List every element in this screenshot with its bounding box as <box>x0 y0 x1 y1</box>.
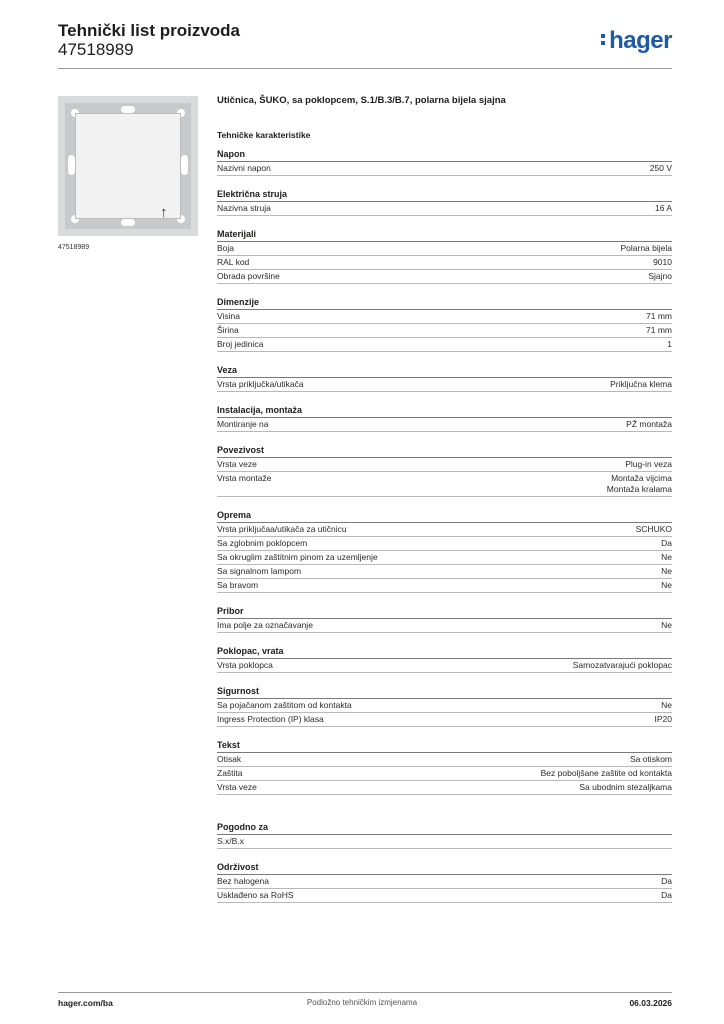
spec-group <box>217 364 672 392</box>
spec-row <box>217 565 672 579</box>
spec-row <box>217 162 672 176</box>
spec-value <box>625 459 672 470</box>
spec-value-line: PŽ montaža <box>626 419 672 429</box>
spec-row <box>217 270 672 284</box>
spec-value <box>610 379 672 390</box>
spec-value-line: Bez poboljšane zaštite od kontakta <box>540 768 672 778</box>
logo-text: hager <box>609 27 672 54</box>
spec-value <box>661 700 672 711</box>
spec-value-line: Da <box>661 876 672 886</box>
spec-row <box>217 310 672 324</box>
spec-group <box>217 188 672 216</box>
group-title: Materijali <box>217 228 672 242</box>
spec-value-line: IP20 <box>654 714 672 724</box>
image-caption: 47518989 <box>58 244 90 251</box>
spec-row <box>217 338 672 352</box>
spec-value <box>646 311 672 322</box>
spec-label: Boja <box>217 243 235 253</box>
spec-row <box>217 418 672 432</box>
frame-notch <box>121 219 135 226</box>
spec-row <box>217 472 672 497</box>
spec-group <box>217 645 672 673</box>
group-spacer <box>217 807 672 821</box>
spec-label: RAL kod <box>217 257 250 267</box>
spec-value <box>653 257 672 268</box>
spec-label: Vrsta priključaa/utikača za utičnicu <box>217 524 347 534</box>
spec-label: Ingress Protection (IP) klasa <box>217 714 324 724</box>
footer-website: hager.com/ba <box>58 998 113 1008</box>
spec-value <box>667 339 672 350</box>
spec-value <box>661 890 672 901</box>
spec-row <box>217 659 672 673</box>
spec-value-line: Ne <box>661 700 672 710</box>
spec-group <box>217 821 672 849</box>
spec-sheet <box>217 94 672 915</box>
spec-value-line: Sa otiskom <box>629 754 672 764</box>
product-name: Utičnica, ŠUKO, sa poklopcem, S.1/B.3/B.7, polarna bijela sjajna <box>217 95 506 106</box>
spec-row <box>217 713 672 727</box>
spec-label: Vrsta priključka/utikača <box>217 379 304 389</box>
spec-label: Ima polje za označavanje <box>217 620 313 630</box>
socket-cover <box>76 114 180 218</box>
spec-label: Visina <box>217 311 240 321</box>
spec-row <box>217 753 672 767</box>
spec-label: Vrsta veze <box>217 459 257 469</box>
spec-value <box>655 714 673 725</box>
group-title: Tekst <box>217 739 672 753</box>
spec-value-line: Ne <box>661 620 672 630</box>
spec-value-line: Ne <box>661 552 672 562</box>
product-image <box>58 96 198 236</box>
product-code: 47518989 <box>58 40 134 59</box>
spec-row <box>217 699 672 713</box>
spec-value-line: Sa ubodnim stezaljkama <box>579 782 672 792</box>
spec-value <box>655 203 672 214</box>
group-title: Dimenzije <box>217 296 672 310</box>
spec-row <box>217 242 672 256</box>
spec-group <box>217 739 672 795</box>
group-title: Napon <box>217 148 672 162</box>
spec-row <box>217 537 672 551</box>
spec-value-line: 71 mm <box>646 311 672 321</box>
spec-value <box>650 163 672 174</box>
spec-value <box>661 876 672 887</box>
group-title: Održivost <box>217 861 672 875</box>
footer-divider <box>58 992 672 993</box>
group-title: Poklopac, vrata <box>217 645 672 659</box>
hager-logo <box>601 27 672 55</box>
header-divider <box>58 68 672 69</box>
spec-value <box>661 538 672 549</box>
spec-group <box>217 861 672 903</box>
spec-label: Otisak <box>217 754 242 764</box>
spec-label: Širina <box>217 325 239 335</box>
spec-value-line: 71 mm <box>646 325 672 335</box>
spec-row <box>217 378 672 392</box>
frame-notch <box>121 106 135 113</box>
spec-value <box>636 524 672 535</box>
spec-row <box>217 875 672 889</box>
spec-value-line: Montaža vijcima <box>611 473 672 483</box>
group-title: Pribor <box>217 605 672 619</box>
spec-value <box>579 782 672 793</box>
spec-value <box>541 768 672 779</box>
footer-note: Podložno tehničkim izmjenama <box>306 998 418 1007</box>
spec-value-line: SCHUKO <box>635 524 672 534</box>
spec-group <box>217 404 672 432</box>
arrow-icon: ↑ <box>160 204 168 221</box>
spec-row <box>217 324 672 338</box>
spec-group <box>217 228 672 284</box>
spec-value <box>661 552 672 563</box>
spec-row <box>217 619 672 633</box>
spec-value-line: Montaža kralama <box>606 484 672 494</box>
spec-label: Vrsta poklopca <box>217 660 273 670</box>
logo-dots-icon <box>601 27 607 48</box>
spec-row <box>217 458 672 472</box>
spec-group <box>217 509 672 593</box>
spec-label: Sa signalnom lampom <box>217 566 302 576</box>
spec-value <box>607 473 672 495</box>
spec-label: Montiranje na <box>217 419 269 429</box>
spec-groups <box>217 148 672 903</box>
group-title: Instalacija, montaža <box>217 404 672 418</box>
spec-value-line: Samozatvarajući poklopac <box>572 660 672 670</box>
spec-group <box>217 148 672 176</box>
group-title: Pogodno za <box>217 821 672 835</box>
spec-label: Vrsta montaže <box>217 473 272 483</box>
spec-value-line: Polarna bijela <box>620 243 672 253</box>
spec-row <box>217 523 672 537</box>
spec-value-line: 250 V <box>649 163 672 173</box>
group-title: Veza <box>217 364 672 378</box>
spec-label: Sa bravom <box>217 580 259 590</box>
spec-label: Usklađeno sa RoHS <box>217 890 294 900</box>
group-title: Sigurnost <box>217 685 672 699</box>
spec-row <box>217 551 672 565</box>
spec-row <box>217 835 672 849</box>
frame-notch <box>68 155 75 175</box>
group-title: Povezivost <box>217 444 672 458</box>
spec-value-line: Priključna klema <box>610 379 672 389</box>
spec-value <box>648 271 672 282</box>
spec-label: Broj jedinica <box>217 339 264 349</box>
section-title: Tehničke karakteristike <box>217 130 311 140</box>
spec-label: Zaštita <box>217 768 243 778</box>
spec-row <box>217 202 672 216</box>
spec-label: Obrada površine <box>217 271 280 281</box>
spec-row <box>217 767 672 781</box>
spec-value <box>661 580 672 591</box>
spec-label: Nazivni napon <box>217 163 271 173</box>
spec-value-line: Da <box>661 890 672 900</box>
spec-row <box>217 579 672 593</box>
spec-value-line: Ne <box>661 566 672 576</box>
spec-value-line: Ne <box>661 580 672 590</box>
spec-group <box>217 685 672 727</box>
spec-value <box>661 620 672 631</box>
spec-value <box>661 566 672 577</box>
spec-value <box>626 419 672 430</box>
group-title: Oprema <box>217 509 672 523</box>
spec-label: Nazivna struja <box>217 203 271 213</box>
spec-row <box>217 889 672 903</box>
page-title: Tehnički list proizvoda <box>58 21 240 40</box>
spec-value-line: 16 A <box>654 203 672 213</box>
spec-label: S.x/B.x <box>217 836 244 846</box>
spec-value <box>646 325 672 336</box>
spec-value-line: Da <box>661 538 672 548</box>
spec-group <box>217 444 672 497</box>
spec-group <box>217 605 672 633</box>
spec-label: Sa okruglim zaštitnim pinom za uzemljenje <box>217 552 378 562</box>
spec-label: Bez halogena <box>217 876 269 886</box>
group-title: Električna struja <box>217 188 672 202</box>
spec-value-line: 1 <box>667 339 672 349</box>
spec-label: Vrsta veze <box>217 782 257 792</box>
frame-notch <box>181 155 188 175</box>
spec-row <box>217 256 672 270</box>
spec-label: Sa pojačanom zaštitom od kontakta <box>217 700 352 710</box>
spec-value-line: Plug-in veza <box>625 459 672 469</box>
spec-value <box>620 243 672 254</box>
spec-label: Sa zglobnim poklopcem <box>217 538 308 548</box>
spec-value <box>630 754 672 765</box>
spec-value-line: 9010 <box>653 257 672 267</box>
footer-date: 06.03.2026 <box>629 998 672 1008</box>
spec-value <box>573 660 672 671</box>
spec-row <box>217 781 672 795</box>
spec-group <box>217 296 672 352</box>
spec-value-line: Sjajno <box>648 271 672 281</box>
